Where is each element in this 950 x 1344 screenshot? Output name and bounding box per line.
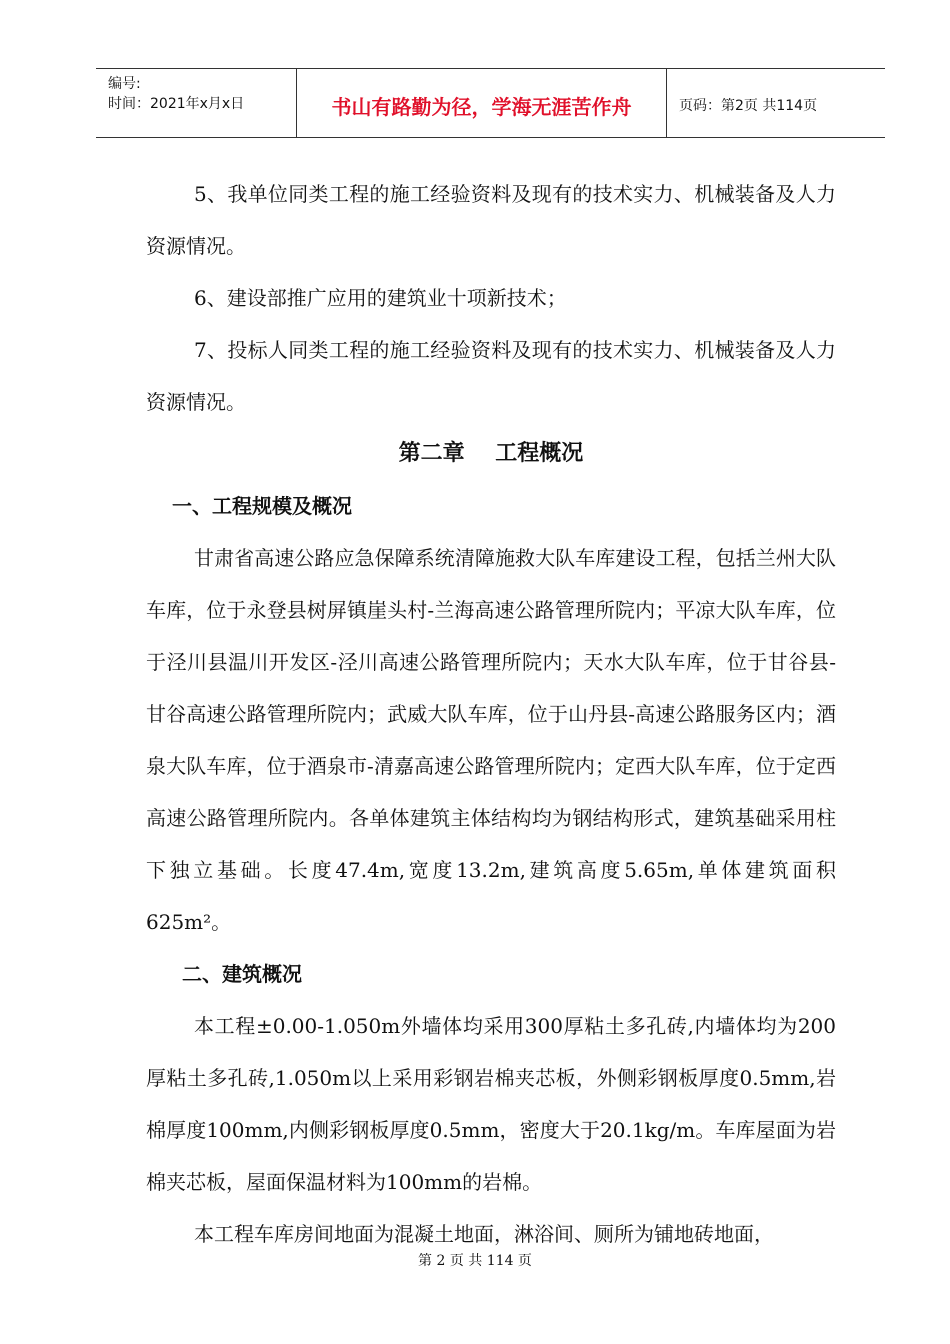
section-2-title: 二、建筑概况 [182,962,302,986]
section-2-paragraph-2: 本工程车库房间地面为混凝土地面，淋浴间、厕所为铺地砖地面， [194,1222,774,1246]
header-left-cell [96,69,297,137]
page-header [96,68,885,138]
section-1-title: 一、工程规模及概况 [172,494,352,518]
document-number-label: 编号: [108,76,141,92]
list-item-6: 6、建设部推广应用的建筑业十项新技术； [194,286,567,310]
document-body [146,168,836,1260]
section-1-paragraph: 甘肃省高速公路应急保障系统清障施救大队车库建设工程，包括兰州大队车库，位于永登县树屏镇崖头村-兰海高速公路管理所院内；平凉大队车库，位于泾川县温川开发区-泾川高速公路管理所院内；天水大队车库，位于甘谷县-甘谷高速公路管理所院内；武威大队车库，位于山丹县-高速公路服务区内；酒泉大队车库，位于酒泉市-清嘉高速公路管理所院内；定西大队车库，位于定西高速公路管理所院内。各单体建筑主体结构均为钢结构形式，建筑基础采用柱下独立基础。长度47.4m,宽度13.2m,建筑高度5.65m,单体建筑面积625m²。 [146,546,836,934]
list-item-7: 7、投标人同类工程的施工经验资料及现有的技术实力、机械装备及人力资源情况。 [146,338,836,414]
chapter-title: 第二章 工程概况 [398,441,584,466]
document-time-label: 时间：2021年x月x日 [108,96,245,112]
header-motto-cell [297,69,667,137]
list-item-5: 5、我单位同类工程的施工经验资料及现有的技术实力、机械装备及人力资源情况。 [146,182,836,258]
header-motto: 书山有路勤为径，学海无涯苦作舟 [331,95,632,119]
section-2-paragraph-1: 本工程±0.00-1.050m外墙体均采用300厚粘土多孔砖,内墙体均为200厚粘土多孔砖,1.050m以上采用彩钢岩棉夹芯板，外侧彩钢板厚度0.5mm,岩棉厚度100mm,内侧彩钢板厚度0.5mm，密度大于20.1kg/m。车库屋面为岩棉夹芯板，屋面保温材料为100mm的岩棉。 [146,1014,836,1194]
header-page-info: 页码：第2页 共114页 [679,98,818,114]
page-footer: 第 2 页 共 114 页 [418,1253,532,1269]
header-page-cell [667,69,885,137]
